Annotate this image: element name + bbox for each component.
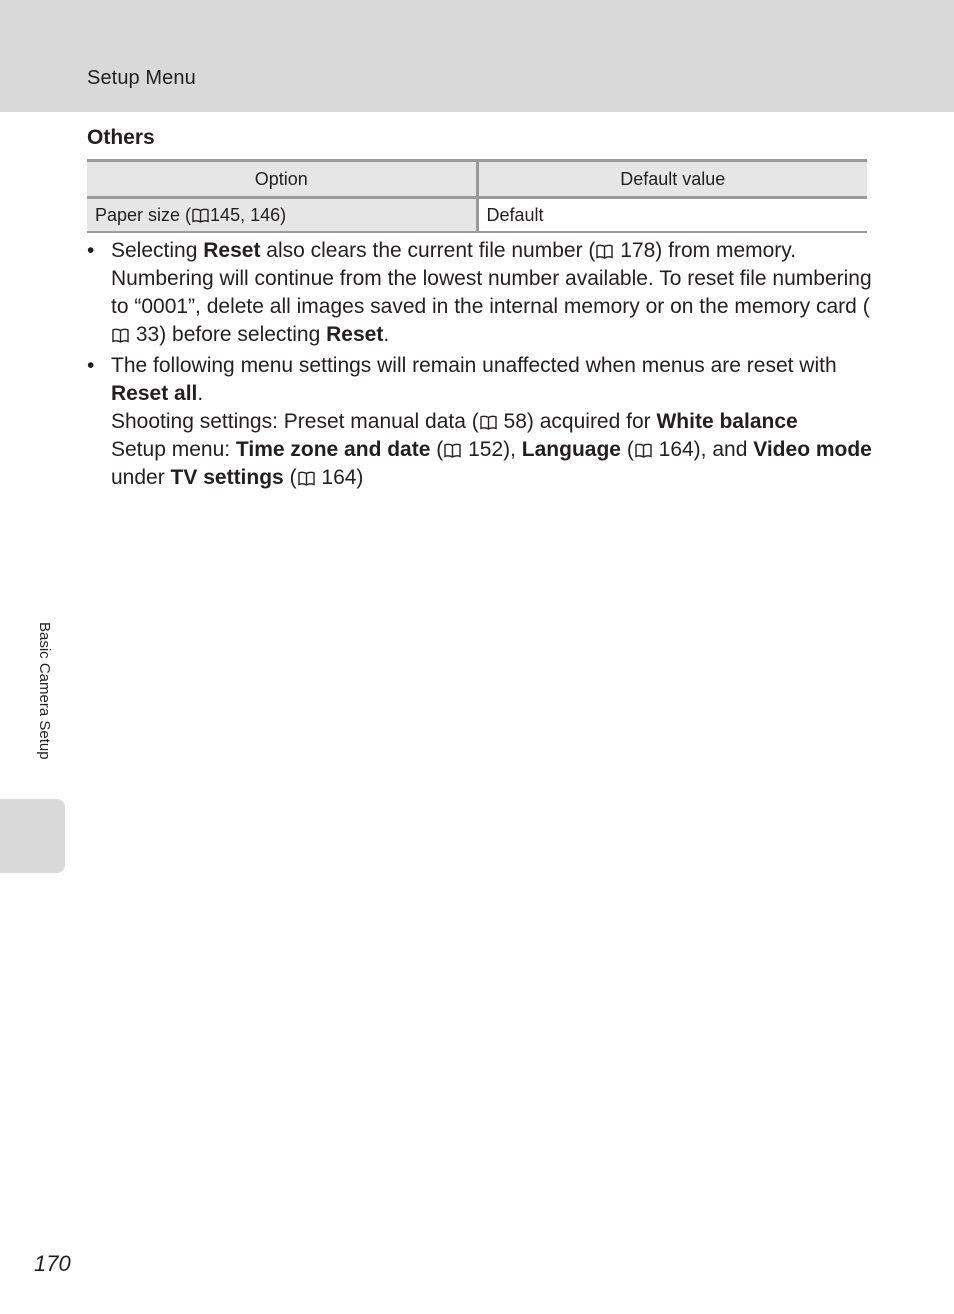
note-text: The following menu settings will remain unaffected when menus are reset with — [111, 354, 837, 377]
note-text: Shooting settings: Preset manual data ( — [111, 410, 479, 433]
note-text: . — [383, 323, 390, 346]
list-item — [87, 237, 877, 349]
note-text: 58) acquired for — [497, 410, 657, 433]
book-reference-icon — [192, 208, 209, 223]
note-text: 152), — [462, 438, 522, 461]
bullet: • — [87, 354, 95, 377]
note-text: 33) before selecting — [130, 323, 327, 346]
book-reference-icon — [596, 244, 613, 259]
note-text: 164), and — [652, 438, 754, 461]
menu-name-reset-all: Reset all — [111, 382, 198, 405]
table-row — [87, 198, 867, 233]
menu-name-white-balance: White balance — [656, 410, 798, 433]
column-header-option: Option — [87, 161, 477, 198]
book-reference-icon — [298, 471, 315, 486]
menu-name-video-mode: Video mode — [753, 438, 872, 461]
defaults-table — [87, 159, 867, 233]
note-text: . — [197, 382, 204, 405]
menu-name-time-zone: Time zone and date — [235, 438, 431, 461]
note-text: Setup menu: — [111, 438, 236, 461]
table-header-row — [87, 161, 867, 198]
list-item — [87, 352, 877, 492]
notes-list — [87, 237, 877, 495]
note-text: also clears the current file number ( — [260, 239, 596, 262]
note-text: 178) from memory. Numbering will continue from the lowest number available. To reset file numbering to “0001”, delete all images saved in the internal memory or on the memory card ( — [111, 239, 872, 318]
default-value-cell: Default — [477, 198, 867, 233]
book-reference-icon — [112, 328, 129, 343]
note-text: ( — [620, 438, 634, 461]
header-title: Setup Menu — [87, 67, 196, 89]
option-name: Paper size ( — [95, 204, 192, 225]
option-cell — [87, 198, 477, 233]
menu-name-language: Language — [521, 438, 621, 461]
header-band — [0, 0, 954, 112]
option-page-refs: 145, 146) — [210, 204, 287, 225]
note-text: Selecting — [111, 239, 204, 262]
book-reference-icon — [444, 443, 461, 458]
note-text: ( — [430, 438, 444, 461]
column-header-default: Default value — [477, 161, 867, 198]
bullet: • — [87, 239, 95, 262]
book-reference-icon — [635, 443, 652, 458]
menu-name-reset: Reset — [326, 323, 384, 346]
section-title: Others — [87, 126, 155, 149]
note-text: under — [111, 466, 171, 489]
menu-name-tv-settings: TV settings — [170, 466, 284, 489]
side-tab-label: Basic Camera Setup — [36, 622, 53, 760]
menu-name-reset: Reset — [203, 239, 261, 262]
note-text: 164) — [315, 466, 364, 489]
note-text: ( — [283, 466, 297, 489]
side-tab — [0, 799, 65, 873]
book-reference-icon — [480, 415, 497, 430]
page-number: 170 — [34, 1251, 71, 1276]
